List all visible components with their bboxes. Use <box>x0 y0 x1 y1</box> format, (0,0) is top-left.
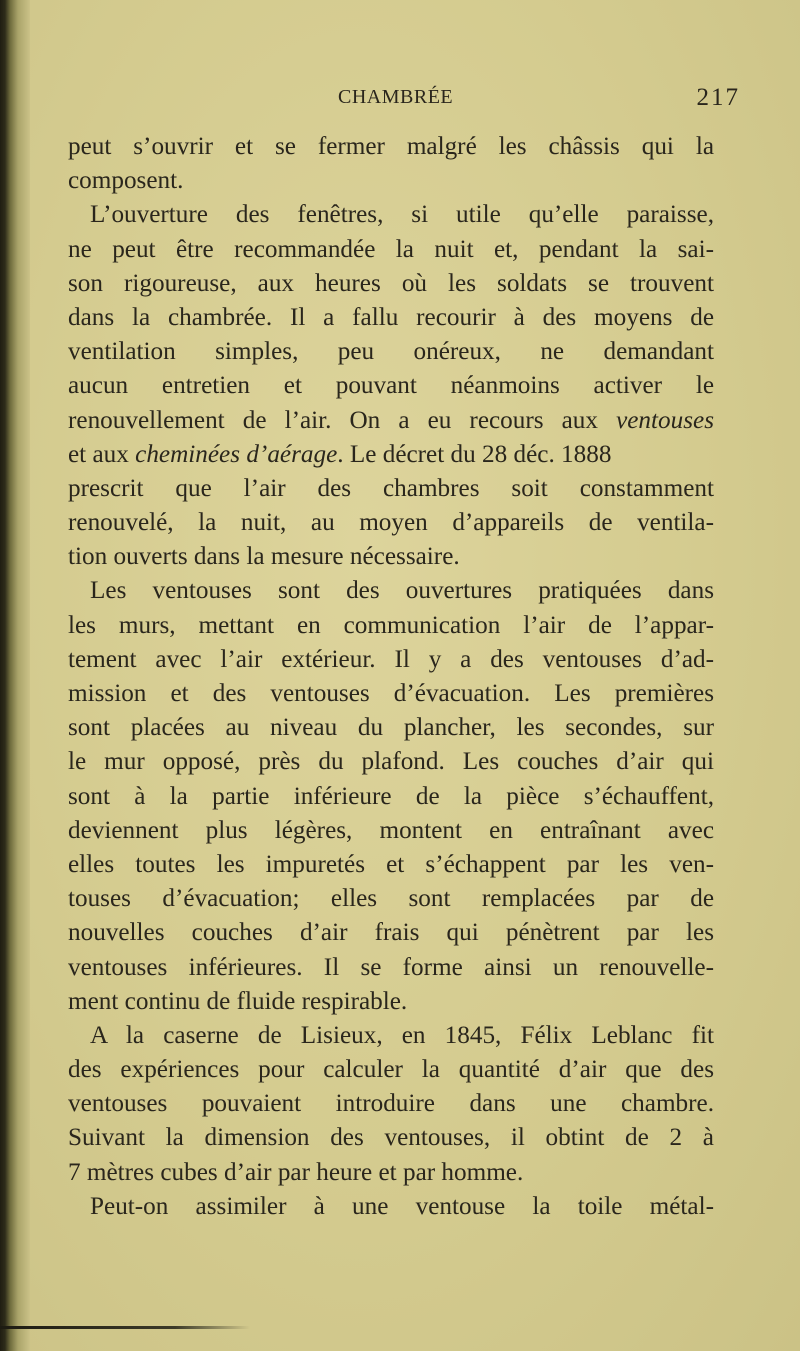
text-line-mixed <box>68 404 714 438</box>
text-line: ventouses inférieures. Il se forme ainsi un renouvelle- <box>68 953 714 981</box>
text-line-mixed <box>68 438 714 472</box>
text-line: des expériences pour calculer la quantité d’air que des <box>68 1056 714 1084</box>
text-line: dans la chambrée. Il a fallu recourir à des moyens de <box>68 303 714 331</box>
text-line: ventilation simples, peu onéreux, ne demandant <box>68 338 714 366</box>
text-fragment: . Le décret du 28 déc. 1888 <box>337 440 612 468</box>
text-line: mission et des ventouses d’évacuation. Les premières <box>68 680 714 707</box>
text-line: les murs, mettant en communication l’air de l’appar- <box>68 611 714 639</box>
paragraph-start-line: Les ventouses sont des ouvertures pratiquées dans <box>90 577 714 605</box>
text-line: sont à la partie inférieure de la pièce s’échauffent, <box>68 782 714 810</box>
text-line: 7 mètres cubes d’air par heure et par homme. <box>68 1158 524 1186</box>
text-line: tion ouverts dans la mesure nécessaire. <box>68 543 460 571</box>
text-line: ment continu de fluide respirable. <box>68 987 408 1015</box>
text-line: renouvelé, la nuit, au moyen d’appareils de ventila- <box>68 509 714 537</box>
text-line: ne peut être recommandée la nuit et, pendant la sai- <box>68 235 714 263</box>
page-bottom-edge <box>0 1326 250 1329</box>
text-line: prescrit que l’air des chambres soit constamment <box>68 474 714 502</box>
paragraph-start-line: Peut-on assimiler à une ventouse la toile métal- <box>90 1192 714 1220</box>
text-line: peut s’ouvrir et se fermer malgré les châssis qui la <box>68 133 714 160</box>
text-fragment: et aux <box>68 440 129 468</box>
paragraph-start-line: L’ouverture des fenêtres, si utile qu’elle paraisse, <box>90 201 714 229</box>
text-line: tement avec l’air extérieur. Il y a des ventouses d’ad- <box>68 645 714 673</box>
body-text <box>68 130 714 1224</box>
italic-term-ventouses: ventouses <box>616 406 714 434</box>
text-line: Suivant la dimension des ventouses, il obtint de 2 à <box>68 1124 714 1152</box>
text-fragment: renouvellement de l’air. On a eu recours aux <box>68 406 598 434</box>
text-line: nouvelles couches d’air frais qui pénètrent par les <box>68 919 714 947</box>
text-line: elles toutes les impuretés et s’échappent par les ven- <box>68 850 714 878</box>
paragraph-start-line: A la caserne de Lisieux, en 1845, Félix Leblanc fit <box>90 1021 714 1049</box>
running-head-title: CHAMBRÉE <box>338 86 454 108</box>
text-line: son rigoureuse, aux heures où les soldats se trouvent <box>68 269 714 297</box>
text-line: aucun entretien et pouvant néanmoins activer le <box>68 372 714 400</box>
text-line: deviennent plus légères, montent en entraînant avec <box>68 816 714 844</box>
text-line: touses d’évacuation; elles sont remplacées par de <box>68 885 714 913</box>
text-line: le mur opposé, près du plafond. Les couches d’air qui <box>68 748 714 776</box>
binding-edge <box>0 0 30 1351</box>
italic-term-cheminees: cheminées d’aérage <box>135 440 338 468</box>
text-line: sont placées au niveau du plancher, les secondes, sur <box>68 714 714 742</box>
running-head <box>60 84 750 114</box>
text-line: ventouses pouvaient introduire dans une chambre. <box>68 1090 714 1118</box>
page-number: 217 <box>696 84 740 111</box>
text-line: composent. <box>68 167 184 195</box>
